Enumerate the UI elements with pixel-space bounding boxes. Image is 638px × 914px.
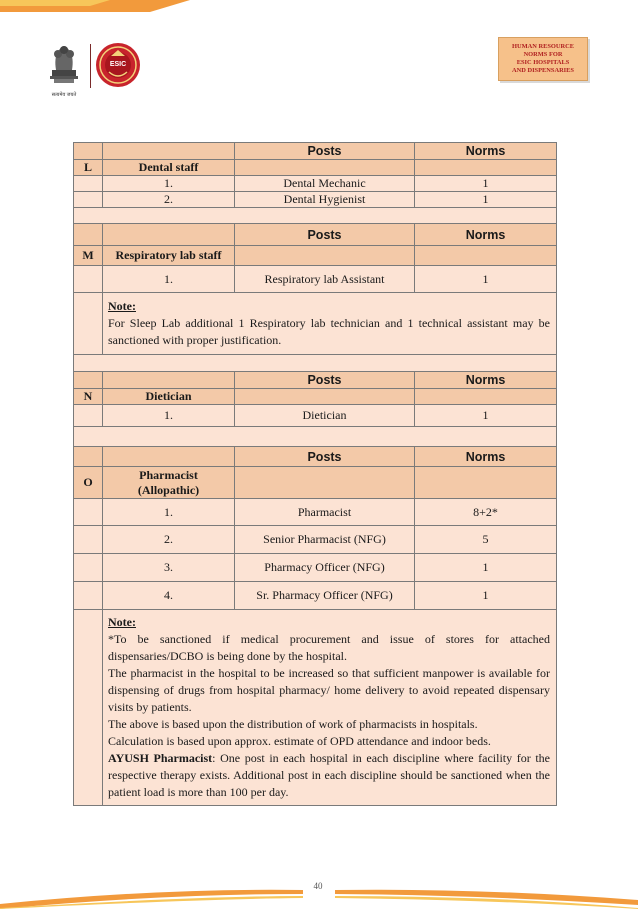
header-blank-cell: [103, 143, 235, 160]
header-blank-cell: [103, 372, 235, 389]
norms-header: Norms: [415, 143, 557, 160]
row-number: 1.: [103, 499, 235, 526]
table-row: [74, 499, 557, 526]
staff-norms-table: [73, 142, 557, 806]
norm-value: 1: [415, 582, 557, 610]
spacer-cell: [74, 355, 557, 372]
norm-value: 1: [415, 405, 557, 427]
badge-line: ESIC HOSPITALS: [516, 59, 570, 66]
blank-cell: [74, 293, 103, 355]
ayush-label: AYUSH Pharmacist: [108, 751, 213, 765]
section-title-line: Pharmacist: [139, 467, 198, 482]
section-letter: N: [74, 389, 103, 405]
row-number: 1.: [103, 405, 235, 427]
esic-logo-text: ESIC: [109, 61, 127, 68]
section-title: [103, 467, 235, 499]
blank-cell: [235, 467, 415, 499]
norm-value: 1: [415, 554, 557, 582]
blank-cell: [74, 554, 103, 582]
blank-cell: [74, 176, 103, 192]
note-paragraph: The above is based upon the distribution of work of pharmacists in hospitals.: [108, 717, 478, 731]
row-number: 3.: [103, 554, 235, 582]
row-number: 2.: [103, 526, 235, 554]
header-blank-cell: [103, 447, 235, 467]
norm-value: 5: [415, 526, 557, 554]
header-blank-cell: [74, 143, 103, 160]
table-row: [74, 582, 557, 610]
row-number: 2.: [103, 192, 235, 208]
emblem-caption: सत्यमेव जयते: [51, 92, 77, 98]
table-header-row: [74, 224, 557, 246]
note-cell: [103, 610, 557, 806]
header-blank-cell: [74, 447, 103, 467]
post-name: Dental Hygienist: [235, 192, 415, 208]
table-row: [74, 266, 557, 293]
section-row-pharmacist: [74, 467, 557, 499]
blank-cell: [415, 246, 557, 266]
header-blank-cell: [103, 224, 235, 246]
posts-header: Posts: [235, 224, 415, 246]
norm-value: 1: [415, 266, 557, 293]
page-number: 40: [313, 881, 323, 891]
spacer-row: [74, 427, 557, 447]
table-header-row: [74, 372, 557, 389]
norm-value: 1: [415, 176, 557, 192]
norm-value: 1: [415, 192, 557, 208]
blank-cell: [74, 405, 103, 427]
section-row-respiratory: [74, 246, 557, 266]
spacer-row: [74, 355, 557, 372]
posts-header: Posts: [235, 143, 415, 160]
note-paragraph: Calculation is based upon approx. estimate of OPD attendance and indoor beds.: [108, 734, 491, 748]
section-row-dietician: [74, 389, 557, 405]
header-blank-cell: [74, 224, 103, 246]
table-header-row: [74, 143, 557, 160]
table-row: [74, 192, 557, 208]
section-title: Dental staff: [103, 160, 235, 176]
blank-cell: [235, 246, 415, 266]
footer-decoration: [0, 874, 638, 909]
row-number: 1.: [103, 266, 235, 293]
blank-cell: [74, 266, 103, 293]
posts-header: Posts: [235, 447, 415, 467]
note-cell: [103, 293, 557, 355]
national-emblem-icon: [44, 40, 84, 92]
top-decorative-stripe: [0, 0, 638, 12]
table-header-row: [74, 447, 557, 467]
hr-norms-badge: [498, 37, 588, 81]
section-title-line: (Allopathic): [137, 482, 200, 497]
blank-cell: [74, 192, 103, 208]
section-letter: L: [74, 160, 103, 176]
section-title: Dietician: [103, 389, 235, 405]
blank-cell: [74, 610, 103, 806]
table-row: [74, 526, 557, 554]
post-name: Sr. Pharmacy Officer (NFG): [235, 582, 415, 610]
badge-line: HUMAN RESOURCE: [512, 43, 574, 50]
blank-cell: [74, 582, 103, 610]
blank-cell: [235, 160, 415, 176]
norm-value: 8+2*: [415, 499, 557, 526]
note-text: For Sleep Lab additional 1 Respiratory lab technician and 1 technical assistant may be sanctioned with proper justification.: [108, 316, 550, 347]
posts-header: Posts: [235, 372, 415, 389]
norms-header: Norms: [415, 447, 557, 467]
post-name: Respiratory lab Assistant: [235, 266, 415, 293]
note-row: [74, 293, 557, 355]
blank-cell: [415, 467, 557, 499]
post-name: Dietician: [235, 405, 415, 427]
post-name: Pharmacy Officer (NFG): [235, 554, 415, 582]
ayush-text: : One post in each hospital in each discipline where facility for the respective therapy exists. Additional post in each discipline should be sanctioned when the patient load is more than 100 per day.: [108, 751, 551, 799]
note-paragraph: *To be sanctioned if medical procurement and issue of stores for attached dispensaries/DCBO is being done by the hospital.: [108, 632, 550, 663]
post-name: Pharmacist: [235, 499, 415, 526]
spacer-cell: [74, 208, 557, 224]
post-name: Senior Pharmacist (NFG): [235, 526, 415, 554]
note-title: Note:: [108, 615, 136, 629]
blank-cell: [415, 160, 557, 176]
table-row: [74, 554, 557, 582]
header-blank-cell: [74, 372, 103, 389]
note-row: [74, 610, 557, 806]
table-row: [74, 405, 557, 427]
blank-cell: [415, 389, 557, 405]
section-title: Respiratory lab staff: [103, 246, 235, 266]
section-letter: M: [74, 246, 103, 266]
badge-line: AND DISPENSARIES: [512, 67, 574, 74]
badge-line: NORMS FOR: [523, 51, 563, 58]
norms-header: Norms: [415, 372, 557, 389]
section-letter: O: [74, 467, 103, 499]
blank-cell: [235, 389, 415, 405]
blank-cell: [74, 526, 103, 554]
norms-header: Norms: [415, 224, 557, 246]
note-paragraph: [108, 750, 550, 801]
section-row-dental: [74, 160, 557, 176]
post-name: Dental Mechanic: [235, 176, 415, 192]
note-paragraph: The pharmacist in the hospital to be increased so that sufficient manpower is available for dispensing of drugs from hospital pharmacy/ home delivery to avoid repeated dispensary visits by patients.: [108, 666, 550, 714]
table-row: [74, 176, 557, 192]
note-title: Note:: [108, 299, 136, 313]
spacer-row: [74, 208, 557, 224]
row-number: 4.: [103, 582, 235, 610]
blank-cell: [74, 499, 103, 526]
row-number: 1.: [103, 176, 235, 192]
logo-divider: [90, 44, 91, 88]
spacer-cell: [74, 427, 557, 447]
